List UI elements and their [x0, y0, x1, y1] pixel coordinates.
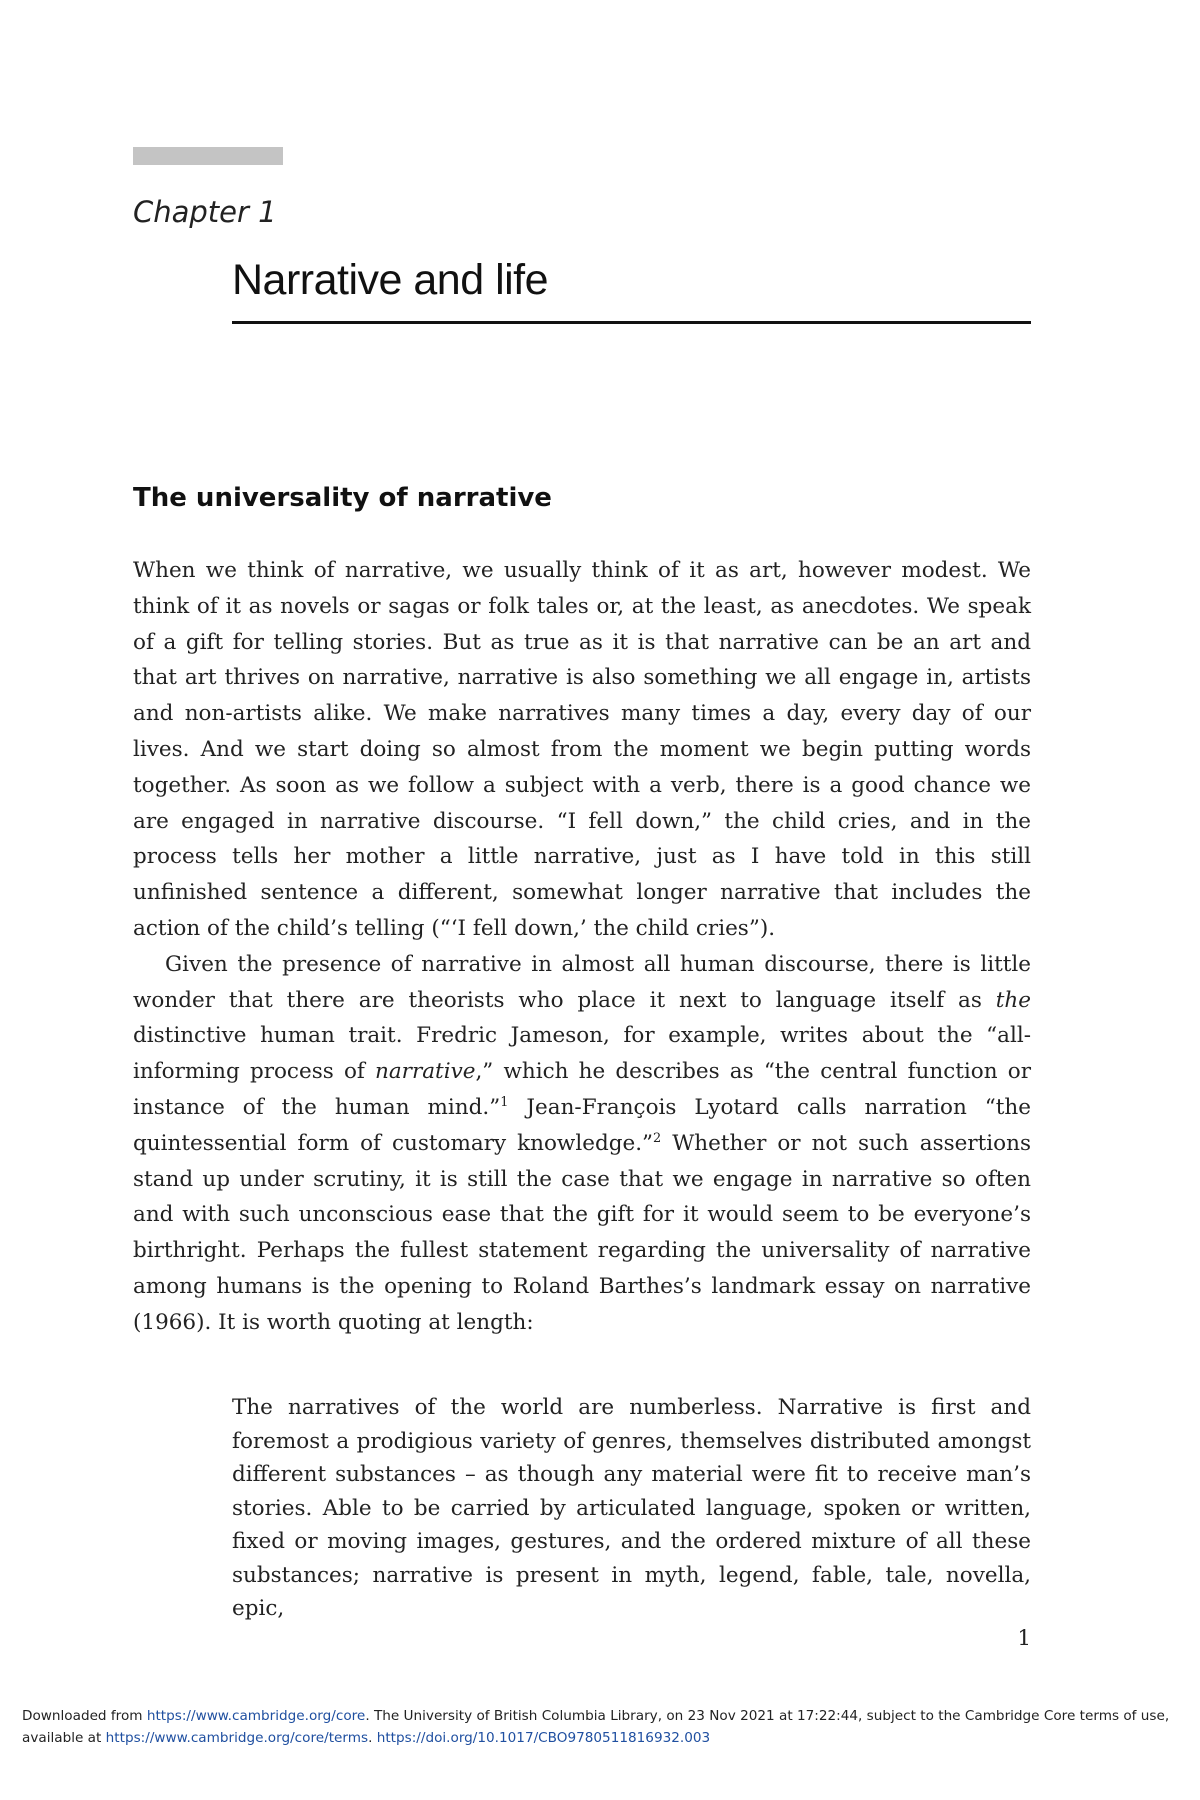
chapter-title: Narrative and life [232, 256, 549, 304]
title-rule [232, 321, 1031, 324]
page-number: 1 [1017, 1626, 1031, 1651]
chapter-label: Chapter 1 [133, 195, 277, 229]
doi-link[interactable]: https://doi.org/10.1017/CBO9780511816932.003 [376, 1730, 711, 1746]
download-footer [22, 1705, 1182, 1749]
emphasis: narrative [375, 1059, 476, 1085]
block-quote: The narratives of the world are numberless. Narrative is first and foremost a prodigious variety of genres, themselves distributed amongst different substances – as though any material were fit to receive man’s stories. Able to be carried by articulated language, spoken or written, fixed or moving images, gestures, and the ordered mixture of all these substances; narrative is present in myth, legend, fable, tale, novella, epic, [232, 1395, 1031, 1621]
text-run: distinctive human trait. Fredric Jameson, for example, writes about the “all-informing process of [133, 1023, 1031, 1085]
footnote-ref-2[interactable]: 2 [653, 1130, 662, 1146]
footer-text: Downloaded from [22, 1708, 147, 1724]
text-run: ,” which he describes as “the central function or instance of the human mind.” [133, 1059, 1031, 1120]
footnote-ref-1[interactable]: 1 [500, 1094, 509, 1110]
text-run: Given the presence of narrative in almost all human discourse, there is little wonder that there are theorists who place it next to language itself as [133, 951, 1031, 1013]
paragraph-2 [133, 947, 1031, 1341]
section-heading: The universality of narrative [133, 483, 552, 513]
cambridge-core-link[interactable]: https://www.cambridge.org/core [146, 1708, 366, 1724]
text-run: Jean-François Lyotard calls narration “the quintessential form of customary knowledge.” [133, 1094, 1031, 1156]
text-run: Whether or not such assertions stand up under scrutiny, it is still the case that we engage in narrative so often and with such unconscious ease that the gift for it would seem to be everyone’s birthright. Perhaps the fullest statement regarding the universality of narrative among humans is the opening to Roland Barthes’s landmark essay on narrative (1966). It is worth quoting at length: [133, 1130, 1031, 1335]
terms-link[interactable]: https://www.cambridge.org/core/terms [105, 1730, 369, 1746]
emphasis: the [995, 987, 1031, 1013]
paragraph-1: When we think of narrative, we usually think of it as art, however modest. We think of it as novels or sagas or folk tales or, at the least, as anecdotes. We speak of a gift for telling stories. But as true as it is that narrative can be an art and that art thrives on narrative, narrative is also something we all engage in, artists and non-artists alike. We make narratives many times a day, every day of our lives. And we start doing so almost from the moment we begin putting words together. As soon as we follow a subject with a verb, there is a good chance we are engaged in narrative discourse. “I fell down,” the child cries, and in the process tells her mother a little narrative, just as I have told in this still unfinished sentence a different, somewhat longer narrative that includes the action of the child’s telling (“‘I fell down,’ the child cries”). [133, 558, 1031, 941]
footer-text: . The University of British Columbia Library, on 23 Nov 2021 at 17:22:44, subject to the Cambridge Core terms of use, available at [22, 1708, 1170, 1746]
chapter-marker-bar [133, 147, 283, 165]
body-text [133, 553, 1031, 1341]
footer-text: . [368, 1730, 377, 1746]
